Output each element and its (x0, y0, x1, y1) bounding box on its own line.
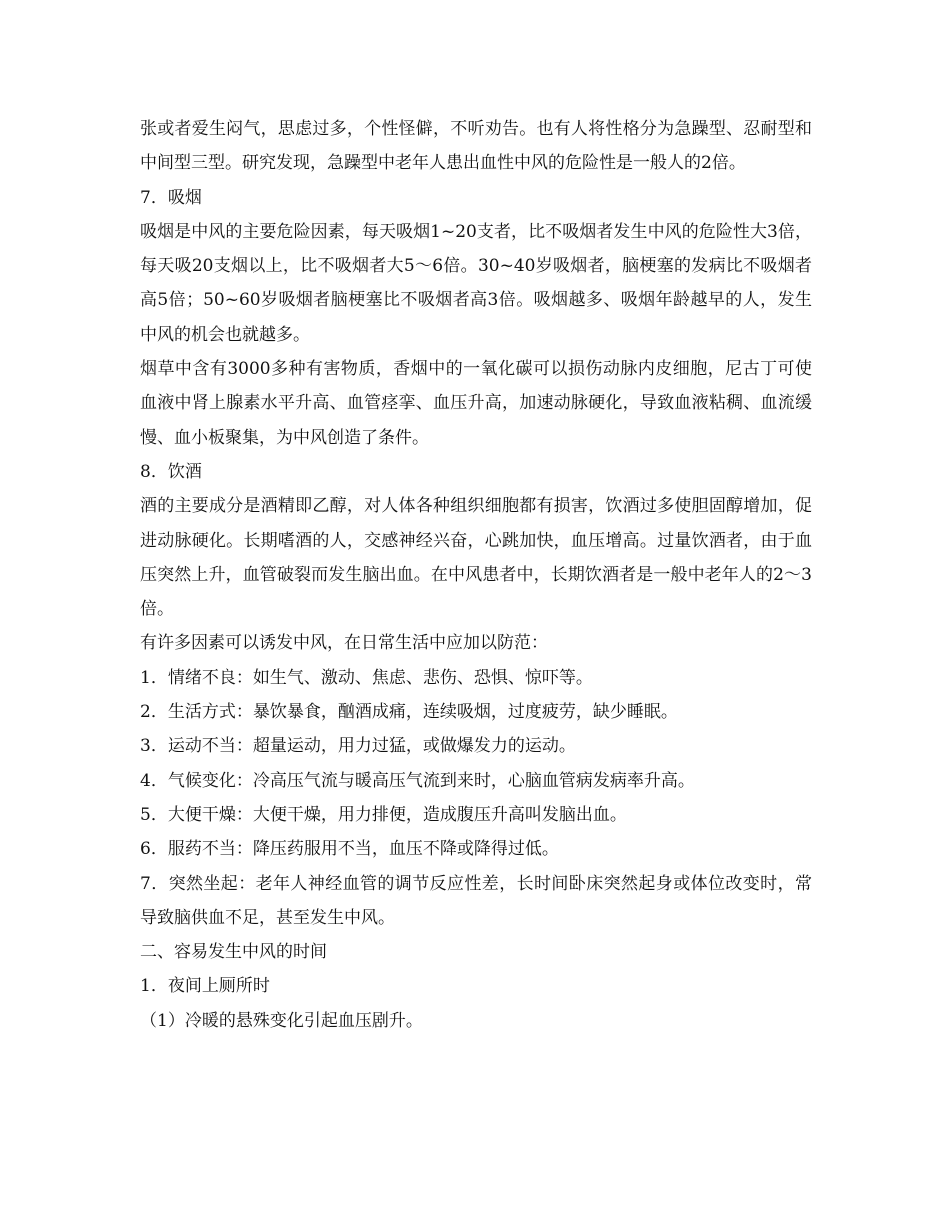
paragraph-smoking-risk: 吸烟是中风的主要危险因素，每天吸烟1~20支者，比不吸烟者发生中风的危险性大3倍，每天吸20支烟以上，比不吸烟者大5～6倍。30~40岁吸烟者，脑梗塞的发病比不吸烟者高5倍；50~60岁吸烟者脑梗塞比不吸烟者高3倍。吸烟越多、吸烟年龄越早的人，发生中风的机会也就越多。 (140, 221, 812, 345)
list-item-medication: 6．服药不当：降压药服用不当，血压不降或降得过低。 (140, 839, 559, 860)
paragraph-tobacco-substances: 烟草中含有3000多种有害物质，香烟中的一氧化碳可以损伤动脉内皮细胞，尼古丁可使血液中肾上腺素水平升高、血管痉挛、血压升高，加速动脉硬化，导致血液粘稠、血流缓慢、血小板聚集，为中风创造了条件。 (140, 359, 812, 448)
list-item-exercise: 3．运动不当：超量运动，用力过猛，或做爆发力的运动。 (140, 736, 576, 757)
list-item-constipation: 5．大便干燥：大便干燥，用力排便，造成腹压升高叫发脑出血。 (140, 804, 627, 825)
heading-drinking: 8．饮酒 (140, 461, 202, 482)
heading-smoking: 7．吸烟 (140, 187, 202, 208)
paragraph-triggers-intro: 有许多因素可以诱发中风，在日常生活中应加以防范： (140, 633, 548, 654)
list-item-sudden-rise: 7．突然坐起：老年人神经血管的调节反应性差，长时间卧床突然起身或体位改变时，常导致脑供血不足，甚至发生中风。 (140, 873, 812, 928)
paragraph-personality-continued: 张或者爱生闷气，思虑过多，个性怪僻，不听劝告。也有人将性格分为急躁型、忍耐型和中间型三型。研究发现，急躁型中老年人患出血性中风的危险性是一般人的2倍。 (140, 119, 812, 174)
subheading-night-toilet: 1．夜间上厕所时 (140, 976, 270, 997)
list-item-weather: 4．气候变化：冷高压气流与暖高压气流到来时，心脑血管病发病率升高。 (140, 770, 695, 791)
list-item-emotion: 1．情绪不良：如生气、激动、焦虑、悲伤、恐惧、惊吓等。 (140, 667, 593, 688)
paragraph-drinking-risk: 酒的主要成分是酒精即乙醇，对人体各种组织细胞都有损害，饮酒过多使胆固醇增加，促进动脉硬化。长期嗜酒的人，交感神经兴奋，心跳加快，血压增高。过量饮酒者，由于血压突然上升，血管破裂而发生脑出血。在中风患者中，长期饮酒者是一般中老年人的2～3倍。 (140, 496, 812, 620)
list-item-lifestyle: 2．生活方式：暴饮暴食，酗酒成痛，连续吸烟，过度疲劳，缺少睡眠。 (140, 702, 678, 723)
document-body (140, 112, 812, 1038)
section-heading-timing: 二、容易发生中风的时间 (140, 942, 327, 963)
sub-item-temperature-change: （1）冷暖的悬殊变化引起血压剧升。 (140, 1010, 423, 1031)
